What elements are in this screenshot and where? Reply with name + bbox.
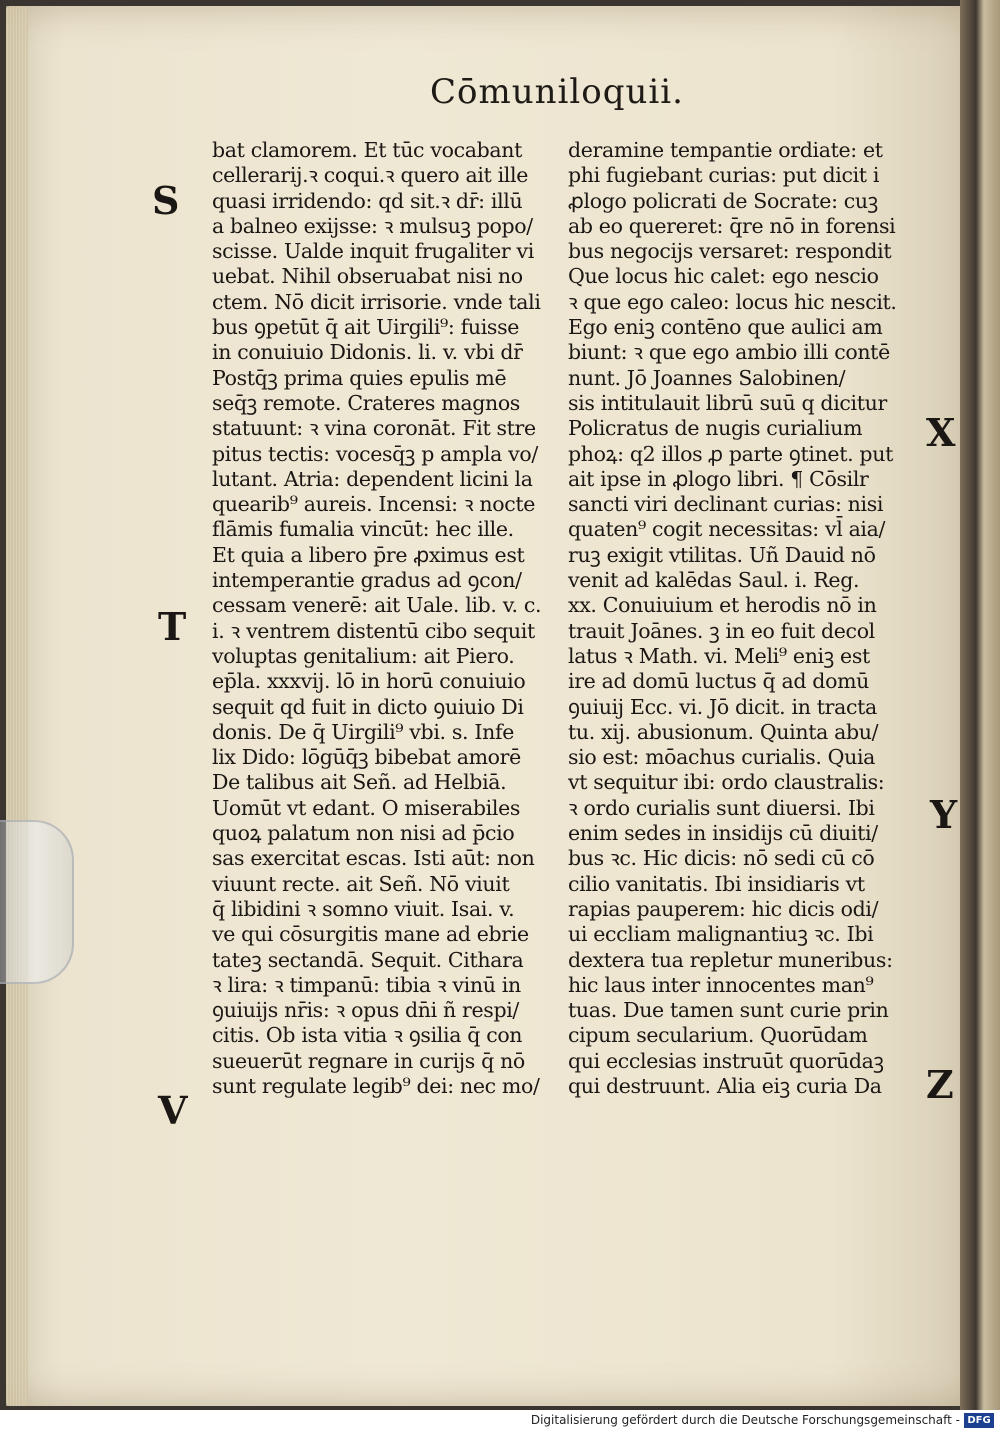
text-line: venit ad kalēdas Saul. i. Reg.: [568, 568, 860, 593]
text-line: latus ꝛ Math. vi. Meli⁹ eniꝫ est: [568, 643, 870, 668]
margin-letter-z: Z: [926, 1062, 954, 1107]
text-line: tateꝫ sectandā. Sequit. Cithara: [212, 947, 524, 972]
text-line: ait ipse in ꝓlogo libri. ¶ Cōsilr: [568, 466, 869, 491]
text-line: ꝛ ordo curialis sunt diuersi. Ibi: [568, 795, 875, 820]
text-line: Uomūt vt edant. O miserabiles: [212, 795, 521, 820]
text-line: voluptas genitalium: ait Piero.: [212, 643, 515, 668]
text-line: q̄ libidini ꝛ somno viuit. Isai. v.: [212, 896, 515, 921]
text-line: Et quia a libero p̄re ꝓximus est: [212, 542, 525, 567]
text-line: cilio vanitatis. Ibi insidiaris vt: [568, 871, 865, 896]
margin-letter-s: S: [152, 178, 180, 223]
text-line: ep̄la. xxxvij. lō in horū conuiuio: [212, 669, 526, 694]
text-line: cellerarij.ꝛ coqui.ꝛ quero ait ille: [212, 163, 528, 188]
text-line: phi fugiebant curias: put dicit i: [568, 163, 880, 188]
text-line: sio est: mōachus curialis. Quia: [568, 745, 876, 770]
text-line: rapias pauperem: hic dicis odi/: [568, 896, 879, 921]
book-spine-edge: [960, 0, 1000, 1410]
text-line: ruꝫ exigit vtilitas. Uñ Dauid nō: [568, 542, 876, 567]
text-line: biunt: ꝛ que ego ambio illi contē: [568, 340, 890, 365]
text-line: Ego eniꝫ contēno que aulici am: [568, 315, 883, 340]
text-line: deramine tempantie ordiate: et: [568, 138, 883, 162]
text-line: cessam venerē: ait Uale. lib. v. c.: [212, 593, 542, 618]
text-line: tu. xij. abusionum. Quinta abu/: [568, 719, 879, 744]
text-line: sueuerūt regnare in curijs q̄ nō: [212, 1048, 525, 1073]
text-line: quoꝝ palatum non nisi ad p̄cio: [212, 821, 515, 846]
text-line: Postq̄ꝫ prima quies epulis mē: [212, 365, 507, 390]
text-line: pitus tectis: vocesq̄ꝫ p ampla vo/: [212, 441, 538, 466]
text-line: in conuiuio Didonis. li. v. vbi dr̄: [212, 340, 523, 365]
margin-letter-y: Y: [930, 792, 958, 837]
text-line: Policratus de nugis curialium: [568, 416, 863, 441]
footer-bar: [0, 1410, 1000, 1432]
dfg-logo: DFG: [964, 1413, 994, 1428]
text-line: bus negocijs versaret: respondit: [568, 239, 892, 264]
text-line: tuas. Due tamen sunt curie prin: [568, 998, 889, 1023]
text-line: viuunt recte. ait Señ. Nō viuit: [212, 871, 510, 896]
text-line: ꝛ que ego caleo: locus hic nescit.: [568, 289, 897, 314]
text-line: qui destruunt. Alia eiꝫ curia Da: [568, 1073, 882, 1098]
text-line: sunt regulate legib⁹ dei: nec mo/: [212, 1073, 540, 1098]
text-line: phoꝝ: q2 illos ꝓ parte ꝯtinet. put: [568, 441, 893, 466]
text-line: flāmis fumalia vincūt: hec ille.: [212, 517, 514, 542]
text-line: xx. Conuiuium et herodis nō in: [568, 593, 877, 618]
text-line: donis. De q̄ Uirgili⁹ vbi. s. Infe: [212, 719, 514, 744]
text-line: ꝯuiuijs nr̄is: ꝛ opus dn̄i ñ respi/: [212, 998, 519, 1023]
margin-letter-t: T: [158, 604, 187, 649]
left-text-column: [212, 138, 558, 1099]
margin-letter-x: X: [926, 410, 956, 455]
text-line: scisse. Ualde inquit frugaliter vi: [212, 239, 534, 264]
text-line: sequit qd fuit in dicto ꝯuiuio Di: [212, 694, 524, 719]
text-line: quasi irridendo: qd sit.ꝛ dr̄: illū: [212, 188, 523, 213]
text-line: hic laus inter innocentes man⁹: [568, 972, 874, 997]
text-line: enim sedes in insidijs cū diuiti/: [568, 821, 878, 846]
footer-credit: Digitalisierung gefördert durch die Deutsche Forschungsgemeinschaft -: [530, 1413, 960, 1427]
text-line: ui eccliam malignantiuꝫ ꝛc. Ibi: [568, 922, 874, 947]
right-text-column: [568, 138, 910, 1099]
text-line: statuunt: ꝛ vina coronāt. Fit stre: [212, 416, 536, 441]
page-stack-left: [6, 6, 28, 1406]
text-line: citis. Ob ista vitia ꝛ ꝯsilia q̄ con: [212, 1023, 523, 1048]
text-line: ire ad domū luctus q̄ ad domū: [568, 669, 870, 694]
text-line: ꝯuiuij Ecc. vi. Jō dicit. in tracta: [568, 694, 877, 719]
text-line: sis intitulauit librū suū q dicitur: [568, 390, 887, 415]
text-line: intemperantie gradus ad ꝯcon/: [212, 568, 522, 593]
text-line: sancti viri declinant curias: nisi: [568, 492, 884, 517]
margin-letter-v: V: [158, 1088, 188, 1133]
text-line: cipum secularium. Quorūdam: [568, 1023, 868, 1048]
text-line: ctem. Nō dicit irrisorie. vnde tali: [212, 289, 541, 314]
text-line: ve qui cōsurgitis mane ad ebrie: [212, 922, 529, 947]
text-line: a balneo exijsse: ꝛ mulsuꝫ popo/: [212, 213, 533, 238]
text-line: bat clamorem. Et tūc vocabant: [212, 138, 522, 162]
text-line: dextera tua repletur muneribus:: [568, 947, 893, 972]
text-line: lix Dido: lōgūq̄ꝫ bibebat amorē: [212, 745, 521, 770]
text-line: ꝓlogo policrati de Socrate: cuꝫ: [568, 188, 878, 213]
text-line: Que locus hic calet: ego nescio: [568, 264, 879, 289]
text-line: i. ꝛ ventrem distentū cibo sequit: [212, 618, 535, 643]
text-line: nunt. Jō Joannes Salobinen/: [568, 365, 846, 390]
text-line: trauit Joānes. ꝫ in eo fuit decol: [568, 618, 875, 643]
text-line: bus ꝛc. Hic dicis: nō sedi cū cō: [568, 846, 875, 871]
text-line: qui ecclesias instruūt quorūdaꝫ: [568, 1048, 884, 1073]
text-line: vt sequitur ibi: ordo claustralis:: [568, 770, 885, 795]
text-line: De talibus ait Señ. ad Helbiā.: [212, 770, 507, 795]
text-line: sas exercitat escas. Isti aūt: non: [212, 846, 535, 871]
text-line: lutant. Atria: dependent licini la: [212, 466, 533, 491]
text-line: quaten⁹ cogit necessitas: vl̄ aia/: [568, 517, 886, 542]
text-line: quearib⁹ aureis. Incensi: ꝛ nocte: [212, 492, 536, 517]
text-line: bus ꝯpetūt q̄ ait Uirgili⁹: fuisse: [212, 315, 520, 340]
page-clip: [0, 820, 74, 984]
text-line: ab eo quereret: q̄re nō in forensi: [568, 213, 896, 238]
text-line: uebat. Nihil obseruabat nisi no: [212, 264, 523, 289]
text-line: ꝛ lira: ꝛ timpanū: tibia ꝛ vinū in: [212, 972, 521, 997]
text-line: seq̄ꝫ remote. Crateres magnos: [212, 390, 520, 415]
running-head: Cōmuniloquii.: [430, 72, 684, 112]
